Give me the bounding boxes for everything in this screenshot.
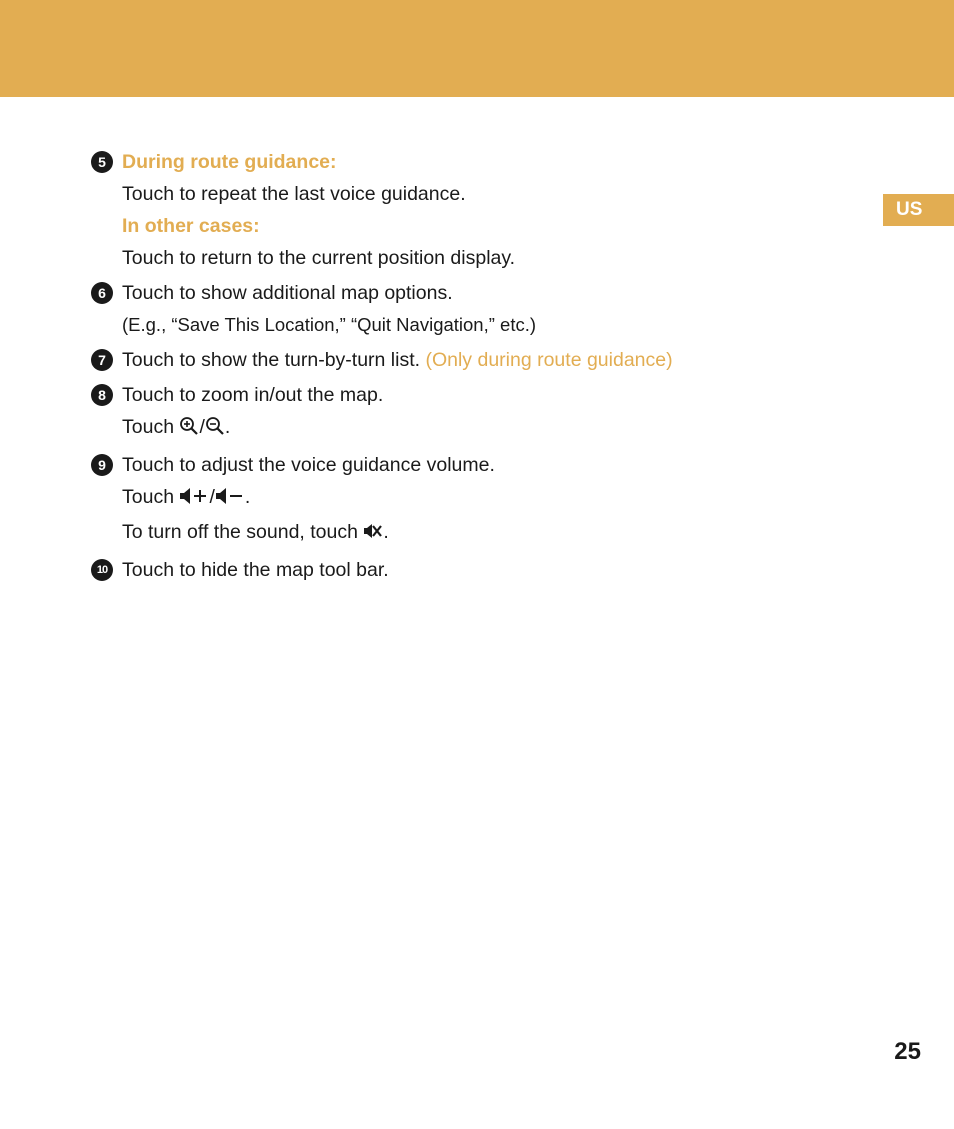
item-number: 5 — [91, 151, 113, 173]
list-item — [90, 449, 790, 551]
instruction-list — [90, 146, 790, 589]
item-number: 10 — [91, 559, 113, 581]
item-heading: During route guidance: — [122, 151, 337, 173]
item-text: Touch to return to the current position display. — [122, 247, 516, 269]
header-band — [0, 0, 954, 97]
list-item — [90, 146, 790, 274]
zoom-out-icon — [205, 414, 225, 446]
volume-up-icon — [179, 484, 209, 516]
item-separator: / — [199, 416, 205, 438]
item-line — [122, 516, 790, 551]
list-item — [90, 379, 790, 446]
item-text: Touch to zoom in/out the map. — [122, 384, 384, 406]
item-heading: In other cases: — [122, 215, 260, 237]
page-number: 25 — [894, 1038, 921, 1065]
item-text: . — [383, 521, 389, 543]
item-text: Touch to show the turn-by-turn list. — [122, 349, 426, 371]
item-text: Touch — [122, 416, 180, 438]
zoom-in-icon — [179, 414, 199, 446]
item-separator: / — [209, 486, 215, 508]
item-text: Touch to hide the map tool bar. — [122, 559, 389, 581]
item-text: Touch to adjust the voice guidance volume. — [122, 454, 495, 476]
volume-down-icon — [215, 484, 245, 516]
item-note: (Only during route guidance) — [425, 349, 673, 371]
item-line — [122, 481, 790, 516]
item-line — [122, 411, 790, 446]
item-line — [122, 344, 790, 376]
list-item — [90, 554, 790, 586]
item-number: 9 — [91, 454, 113, 476]
item-number: 8 — [91, 384, 113, 406]
item-number: 6 — [91, 282, 113, 304]
list-item — [90, 344, 790, 376]
item-text: . — [224, 416, 231, 438]
language-tab — [883, 194, 954, 226]
item-text: To turn off the sound, touch — [122, 521, 364, 543]
list-item — [90, 277, 790, 341]
item-text: Touch — [122, 486, 180, 508]
item-text: Touch to show additional map options. — [122, 282, 453, 304]
item-number: 7 — [91, 349, 113, 371]
mute-icon — [363, 519, 383, 551]
item-text: . — [244, 486, 251, 508]
item-text: (E.g., “Save This Location,” “Quit Navigation,” etc.) — [122, 314, 537, 335]
item-text: Touch to repeat the last voice guidance. — [122, 183, 466, 205]
language-tab-label: US — [896, 199, 923, 220]
